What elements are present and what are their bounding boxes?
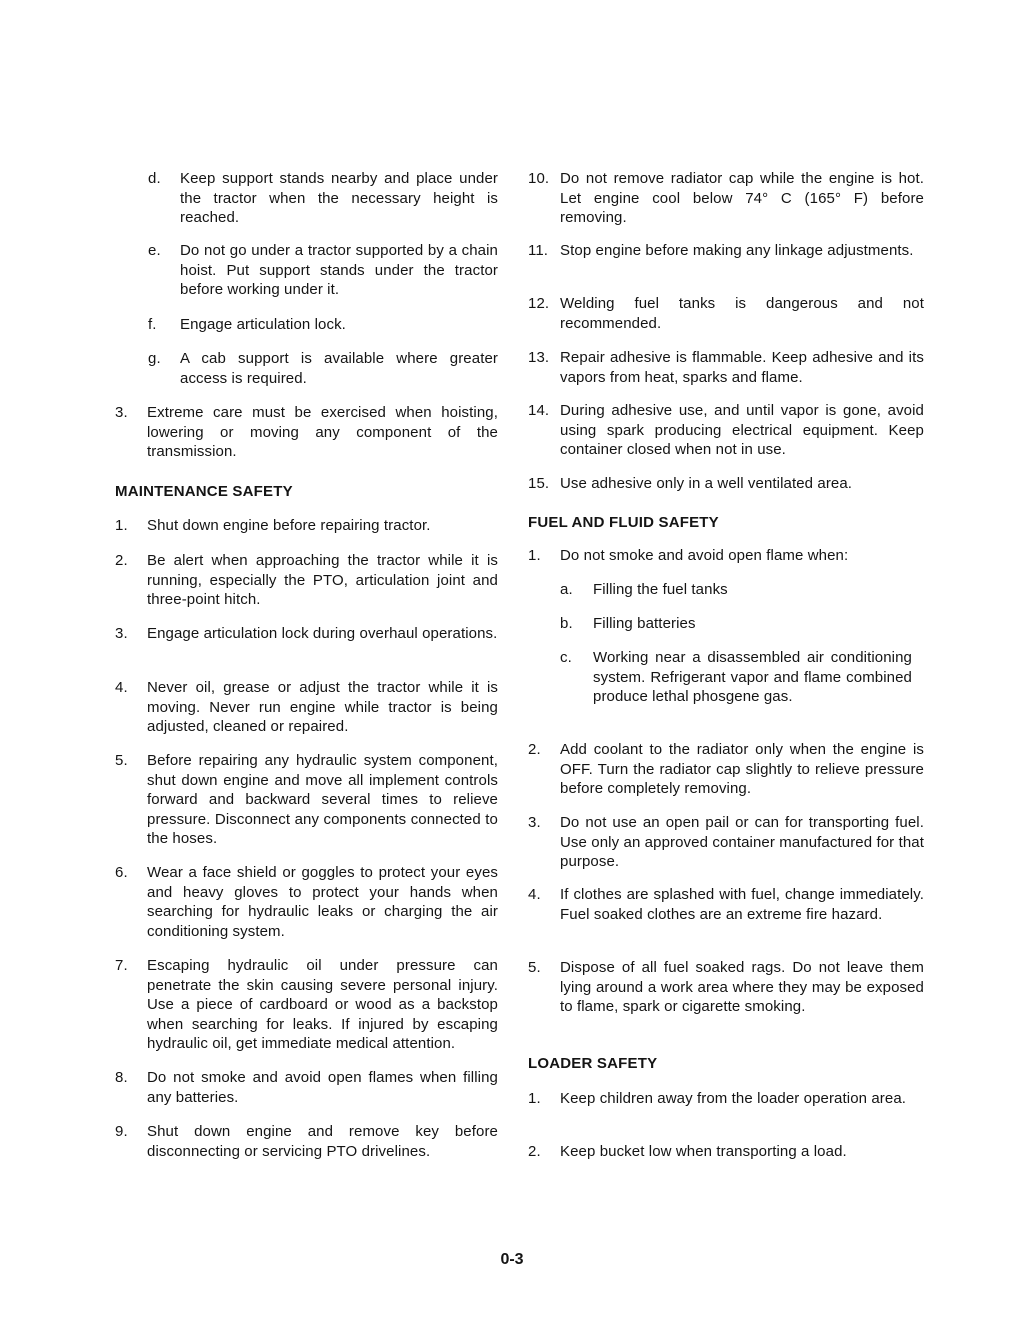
item-label: b. <box>560 615 573 632</box>
item-text: Do not remove radiator cap while the engine is hot. Let engine cool below 74° C (165° F) before removing. <box>560 170 924 226</box>
item-label: 12. <box>528 295 550 312</box>
item-text: Keep children away from the loader operation area. <box>560 1090 907 1107</box>
item-label: g. <box>148 350 161 367</box>
item-text: Shut down engine and remove key before disconnecting or servicing PTO drivelines. <box>147 1123 498 1160</box>
item-label: 11. <box>528 242 549 259</box>
item-label: 3. <box>115 625 128 642</box>
item-label: 1. <box>528 547 541 564</box>
item-label: 15. <box>528 475 550 492</box>
item-text: A cab support is available where greater access is required. <box>180 350 498 387</box>
item-text: Stop engine before making any linkage adjustments. <box>560 242 914 259</box>
item-label: 10. <box>528 170 550 187</box>
item-text: Do not smoke and avoid open flames when filling any batteries. <box>147 1069 498 1106</box>
item-text: Engage articulation lock during overhaul operations. <box>147 625 498 642</box>
item-text: Never oil, grease or adjust the tractor while it is moving. Never run engine while tractor is being adjusted, cleaned or repaired. <box>147 679 498 735</box>
item-text: Dispose of all fuel soaked rags. Do not leave them lying around a work area where they may be exposed to flame, spark or cigarette smoking. <box>560 959 924 1015</box>
item-label: 4. <box>528 886 541 903</box>
item-text: Working near a disassembled air conditioning system. Refrigerant vapor and flame combined produce lethal phosgene gas. <box>593 649 912 705</box>
item-label: 4. <box>115 679 128 696</box>
item-text: Filling batteries <box>593 615 696 632</box>
item-text: Engage articulation lock. <box>180 316 346 333</box>
item-text: Keep support stands nearby and place under the tractor when the necessary height is reached. <box>180 170 498 226</box>
fuel-and-fluid-safety-heading: FUEL AND FLUID SAFETY <box>528 514 719 531</box>
item-label: 1. <box>115 517 128 534</box>
item-text: Escaping hydraulic oil under pressure can penetrate the skin causing severe personal injury. Use a piece of cardboard or wood as a backstop when searching for leaks. If injured by escaping hydraulic oil, get immediate medical attention. <box>147 957 498 1052</box>
item-text: Do not go under a tractor supported by a chain hoist. Put support stands under the tractor before working under it. <box>180 242 498 298</box>
item-label: 9. <box>115 1123 128 1140</box>
item-text: During adhesive use, and until vapor is gone, avoid using spark producing electrical equipment. Keep container closed when not in use. <box>560 402 924 458</box>
item-label: c. <box>560 649 572 666</box>
item-label: 3. <box>115 404 128 421</box>
item-text: Do not use an open pail or can for transporting fuel. Use only an approved container manufactured for that purpose. <box>560 814 924 870</box>
item-label: a. <box>560 581 573 598</box>
item-label: 2. <box>115 552 128 569</box>
item-label: 13. <box>528 349 550 366</box>
item-label: 14. <box>528 402 550 419</box>
item-label: 2. <box>528 741 541 758</box>
item-text: Do not smoke and avoid open flame when: <box>560 547 849 564</box>
loader-safety-heading: LOADER SAFETY <box>528 1055 658 1072</box>
item-text: Be alert when approaching the tractor while it is running, especially the PTO, articulation joint and three-point hitch. <box>147 552 498 608</box>
page-number: 0-3 <box>500 1251 524 1268</box>
item-label: 5. <box>115 752 128 769</box>
item-text: Extreme care must be exercised when hoisting, lowering or moving any component of the transmission. <box>147 404 498 460</box>
item-label: e. <box>148 242 161 259</box>
item-text: Before repairing any hydraulic system component, shut down engine and move all implement controls forward and backward several times to relieve pressure. Disconnect any components connected to the hoses. <box>147 752 498 847</box>
item-text: Repair adhesive is flammable. Keep adhesive and its vapors from heat, sparks and flame. <box>560 349 924 386</box>
item-text: Keep bucket low when transporting a load. <box>560 1143 847 1160</box>
item-label: 8. <box>115 1069 128 1086</box>
item-text: Wear a face shield or goggles to protect your eyes and heavy gloves to protect your hands when searching for hydraulic leaks or charging the air conditioning system. <box>147 864 498 940</box>
item-text: Shut down engine before repairing tractor. <box>147 517 431 534</box>
item-label: 3. <box>528 814 541 831</box>
item-text: If clothes are splashed with fuel, change immediately. Fuel soaked clothes are an extreme fire hazard. <box>560 886 924 923</box>
item-label: 1. <box>528 1090 541 1107</box>
item-label: f. <box>148 316 157 333</box>
item-text: Filling the fuel tanks <box>593 581 728 598</box>
item-label: 5. <box>528 959 541 976</box>
item-text: Add coolant to the radiator only when the engine is OFF. Turn the radiator cap slightly to relieve pressure before completely removing. <box>560 741 924 797</box>
maintenance-safety-heading: MAINTENANCE SAFETY <box>115 483 293 500</box>
item-text: Use adhesive only in a well ventilated area. <box>560 475 853 492</box>
item-label: 2. <box>528 1143 541 1160</box>
item-label: 6. <box>115 864 128 881</box>
item-text: Welding fuel tanks is dangerous and not recommended. <box>560 295 924 332</box>
item-label: d. <box>148 170 161 187</box>
item-label: 7. <box>115 957 128 974</box>
